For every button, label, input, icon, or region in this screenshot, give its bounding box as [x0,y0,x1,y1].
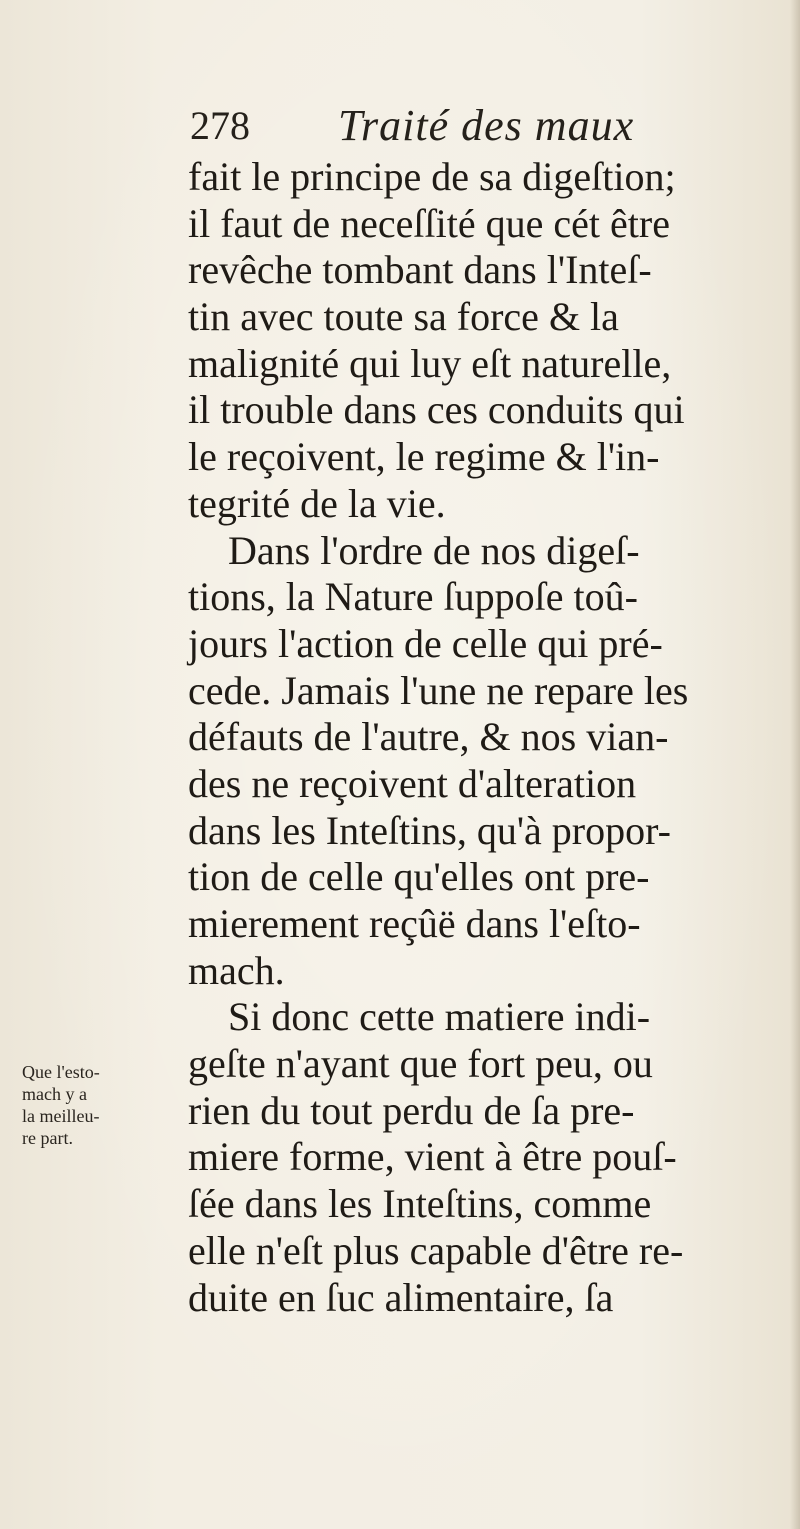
text-line: elle n'eſt plus capable d'être re- [188,1227,684,1273]
text-line: miere forme, vient à être pouſ- [188,1134,677,1180]
margin-note [22,1061,182,1149]
text-line: duite en ſuc alimentaire, ſa [188,1274,614,1320]
margin-note-line: Que l'esto- [22,1062,100,1082]
text-line: cede. Jamais l'une ne repare les [188,667,689,713]
margin-note-line: la meilleu- [22,1106,100,1126]
margin-note-line: mach y a [22,1084,87,1104]
text-line: des ne reçoivent d'alteration [188,760,637,806]
text-line: mierement reçûë dans l'eſto- [188,901,641,946]
text-line: tions, la Nature ſuppoſe toû- [188,574,638,620]
page-header [190,100,750,156]
text-line: jours l'action de celle qui pré- [188,620,663,666]
text-line: le reçoivent, le regime & l'in- [188,434,660,480]
page-edge-shadow [790,0,800,1529]
page-number: 278 [190,103,250,148]
text-line: tin avec toute sa force & la [188,294,619,340]
text-line: tion de celle qu'elles ont pre- [188,854,650,900]
text-line: ſée dans les Inteſtins, comme [188,1181,652,1227]
running-title: Traité des maux [338,101,635,150]
paragraph-start-line: Si donc cette matiere indi- [228,994,651,1040]
text-line: mach. [188,947,285,993]
text-line: il trouble dans ces conduits qui [188,387,685,433]
text-line: malignité qui luy eſt naturelle, [188,340,672,386]
text-line: il faut de neceſſité que cét être [188,200,670,246]
text-line: dans les Inteſtins, qu'à propor- [188,807,671,853]
text-line: revêche tombant dans l'Inteſ- [188,247,652,293]
text-line: rien du tout perdu de ſa pre- [188,1087,635,1133]
text-line: défauts de l'autre, & nos vian- [188,714,669,760]
body-text [188,154,788,1321]
text-line: tegrité de la vie. [188,480,446,526]
text-line: fait le principe de sa digeſtion; [188,154,676,199]
paragraph-start-line: Dans l'ordre de nos digeſ- [228,527,640,573]
text-line: geſte n'ayant que fort peu, ou [188,1041,653,1087]
margin-note-line: re part. [22,1128,73,1148]
